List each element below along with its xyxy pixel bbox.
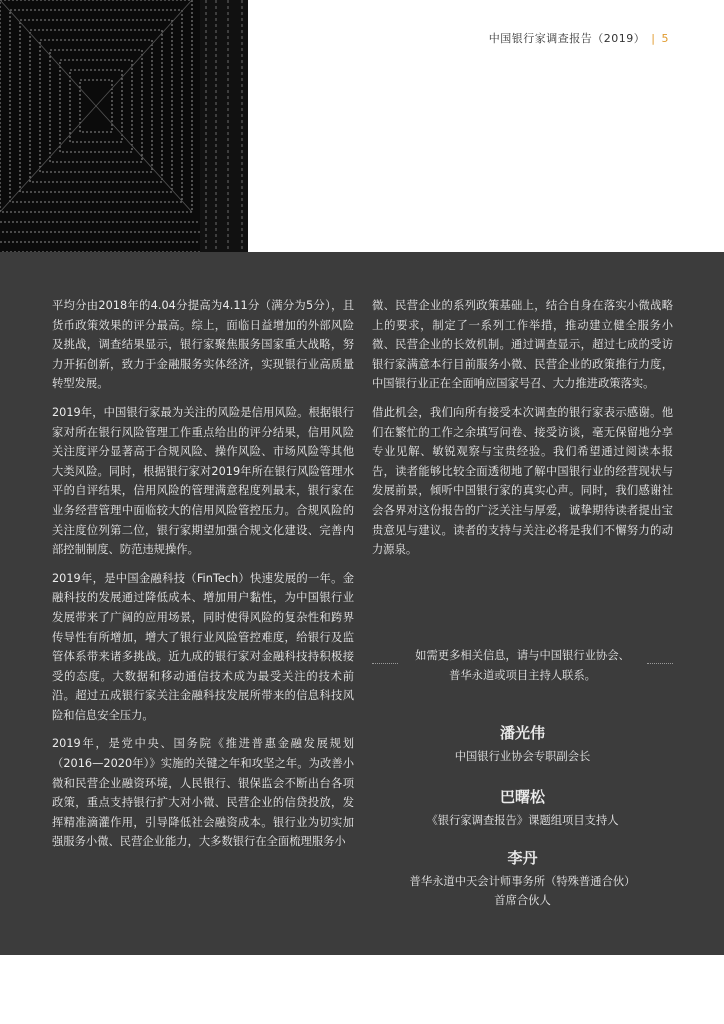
signatory-title: 首席合伙人 xyxy=(494,894,551,907)
paragraph: 微、民营企业的系列政策基础上，结合自身在落实小微战略上的要求，制定了一系列工作举措，推动建立健全服务小微、民营企业的长效机制。通过调查显示，超过七成的受访银行家满意本行目前服务小微、民营企业的政策推行力度，中国银行业正在全面响应国家号召、大力推进政策落实。 xyxy=(372,299,673,391)
signature-block xyxy=(372,786,673,830)
paragraph: 2019年，是党中央、国务院《推进普惠金融发展规划（2016—2020年）》实施的关键之年和攻坚之年。为改善小微和民营企业融资环境，人民银行、银保监会不断出台各项政策，重点支持银行扩大对小微、民营企业的信贷投放，发挥精准滴灌作用，引导降低社会融资成本。银行业为切实加强服务小微、民营企业能力，大多数银行在全面梳理服务小 xyxy=(52,737,354,849)
paragraph: 平均分由2018年的4.04分提高为4.11分（满分为5分），且货币政策效果的评分最高。综上，面临日益增加的外部风险及挑战，调查结果显示，银行家聚焦服务国家重大战略，努力开拓创新，致力于金融服务实体经济，实现银行业高质量转型发展。 xyxy=(52,299,354,391)
signature-block xyxy=(372,722,673,766)
signatory-name: 李丹 xyxy=(507,849,538,867)
dotted-rule xyxy=(647,663,673,664)
signatory-title: 普华永道中天会计师事务所（特殊普通合伙） xyxy=(409,875,636,888)
right-text-column xyxy=(372,296,673,569)
signatory-title: 中国银行业协会专职副会长 xyxy=(454,750,591,763)
signatory-name: 巴曙松 xyxy=(499,788,545,806)
contact-line: 普华永道或项目主持人联系。 xyxy=(449,668,596,682)
header-separator: | xyxy=(651,31,656,45)
contact-note xyxy=(372,646,673,685)
running-header xyxy=(489,30,669,46)
contact-line: 如需更多相关信息，请与中国银行业协会、 xyxy=(415,649,630,662)
paragraph: 借此机会，我们向所有接受本次调查的银行家表示感谢。他们在繁忙的工作之余填写问卷、接受访谈，毫无保留地分享专业见解、敏锐观察与宝贵经验。我们希望通过阅读本报告，读者能够比较全面透彻地了解中国银行业的经营现状与发展前景，倾听中国银行家的真实心声。同时，我们感谢社会各界对这份报告的广泛关注与厚爱，诚挚期待读者提出宝贵意见与建议。读者的支持与关注必将是我们不懈努力的动力源泉。 xyxy=(372,405,673,557)
page-number: 5 xyxy=(661,31,669,45)
decorative-architecture-image xyxy=(0,0,248,252)
signatory-name: 潘光伟 xyxy=(499,724,545,742)
signature-block xyxy=(372,847,673,910)
paragraph: 2019年，是中国金融科技（FinTech）快速发展的一年。金融科技的发展通过降低成本、增加用户黏性，为中国银行业发展带来了广阔的应用场景，同时使得风险的复杂性和跨界传导性有所增加，增大了银行业风险管控难度，给银行及监管体系带来诸多挑战。近九成的银行家对金融科技持积极接受的态度。大数据和移动通信技术成为最受关注的技术前沿。超过五成银行家关注金融科技发展所带来的信息科技风险和信息安全压力。 xyxy=(52,571,354,722)
report-title: 中国银行家调查报告（2019） xyxy=(488,32,646,45)
signatory-title: 《银行家调查报告》课题组项目支持人 xyxy=(426,814,619,827)
paragraph: 2019年，中国银行家最为关注的风险是信用风险。根据银行家对所在银行风险管理工作重点给出的评分结果，信用风险关注度评分显著高于合规风险、操作风险、市场风险等其他大类风险。同时，根据银行家对2019年所在银行风险管理水平的自评结果，信用风险的管理满意程度列最末，银行家在业务经营管理中面临较大的信用风险管控压力。合规风险的关注度位列第二位，银行家期望加强合规文化建设、完善内部控制制度、防范违规操作。 xyxy=(52,405,354,557)
dotted-rule xyxy=(372,663,398,664)
left-text-column xyxy=(52,296,354,861)
